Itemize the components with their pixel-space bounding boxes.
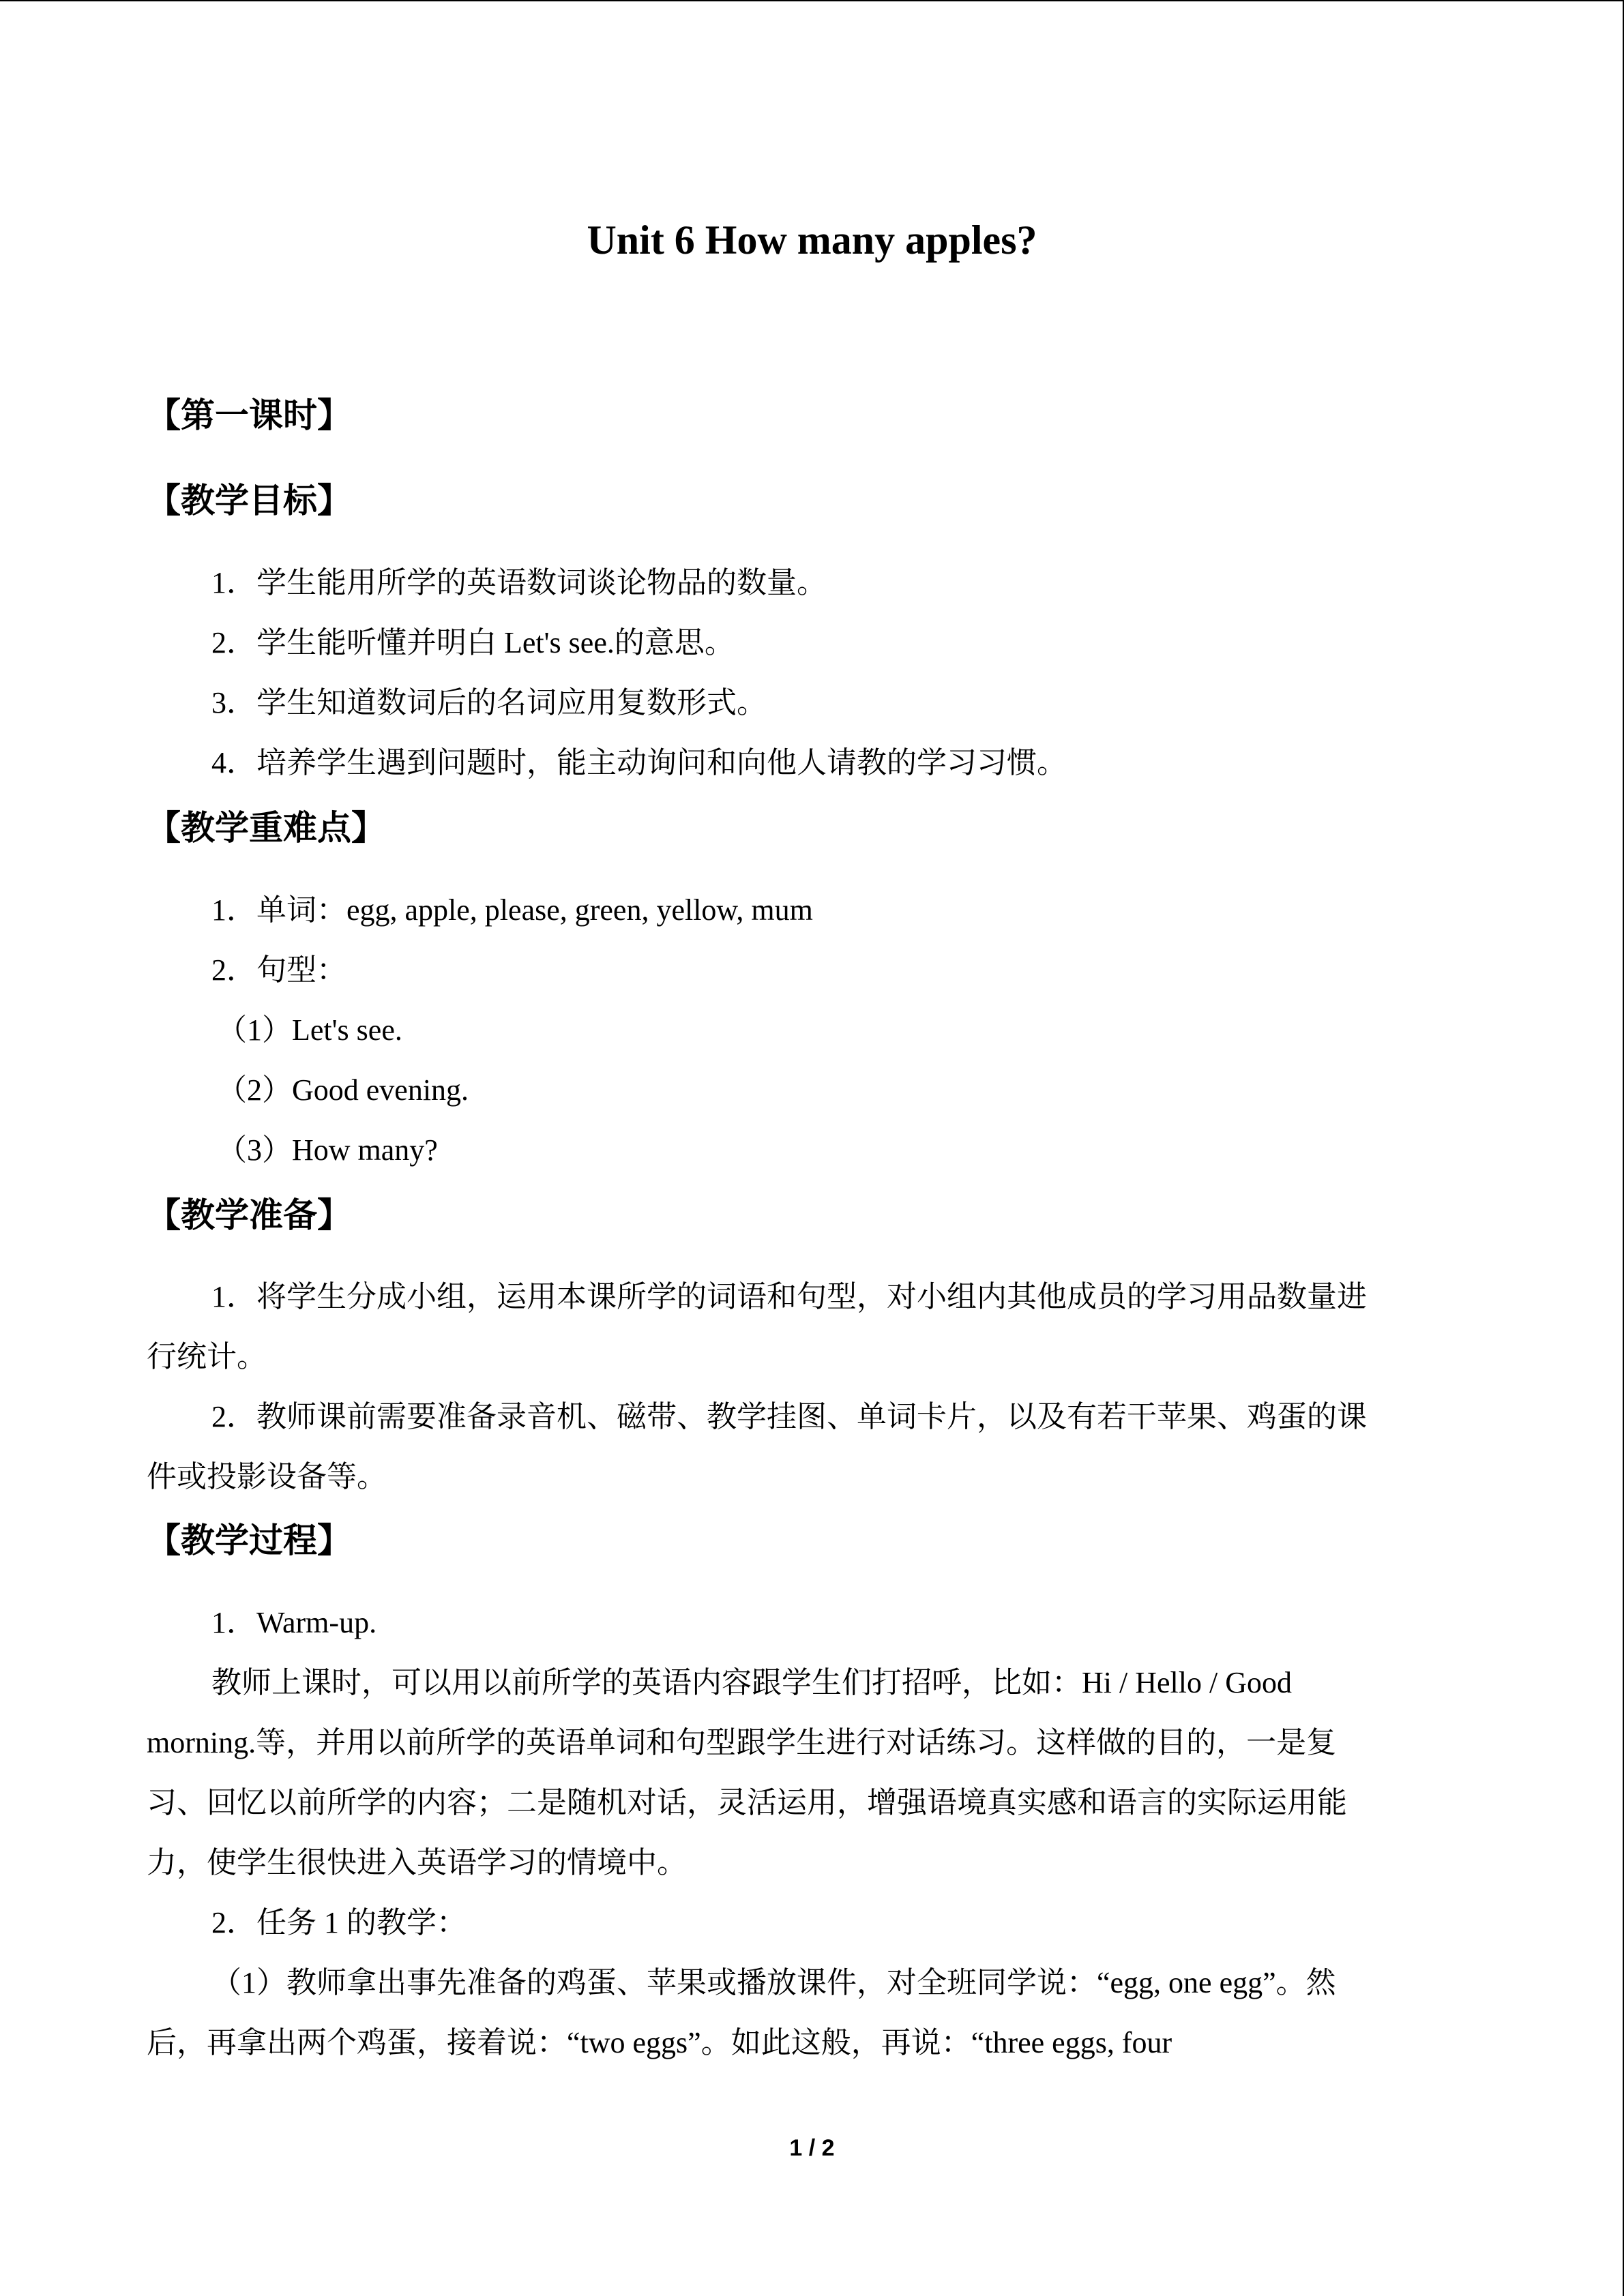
process-paragraph-1-line-2: morning.等，并用以前所学的英语单词和句型跟学生进行对话练习。这样做的目的，一是复 (147, 1726, 1337, 1759)
document-title: Unit 6 How many apples? (587, 218, 1037, 263)
objective-item: 3．学生知道数词后的名词应用复数形式。 (211, 686, 767, 719)
process-step-1: 1．Warm-up. (211, 1606, 377, 1639)
process-paragraph-1-line-4: 力，使学生很快进入英语学习的情境中。 (147, 1846, 687, 1879)
preparation-paragraph-2-line-1: 2．教师课前需要准备录音机、磁带、教学挂图、单词卡片，以及有若干苹果、鸡蛋的课 (211, 1400, 1367, 1433)
key-point-item: 1．单词：egg, apple, please, green, yellow, mum (211, 893, 813, 927)
process-heading: 【教学过程】 (147, 1521, 351, 1560)
key-point-subitem: （1）Let's see. (217, 1013, 402, 1047)
preparation-paragraph-1-line-2: 行统计。 (147, 1340, 267, 1373)
process-step-2: 2．任务 1 的教学： (211, 1906, 467, 1939)
key-point-item: 2．句型： (211, 953, 346, 987)
lesson-heading: 【第一课时】 (147, 396, 351, 435)
preparation-paragraph-2-line-2: 件或投影设备等。 (147, 1460, 387, 1493)
process-paragraph-2-line-2: 后，再拿出两个鸡蛋，接着说：“two eggs”。如此这般，再说：“three eggs, four (147, 2026, 1172, 2059)
process-paragraph-1-line-1: 教师上课时，可以用以前所学的英语内容跟学生们打招呼，比如：Hi / Hello / Good (211, 1666, 1292, 1699)
objective-item: 4．培养学生遇到问题时，能主动询问和向他人请教的学习习惯。 (211, 746, 1067, 779)
process-paragraph-1-line-3: 习、回忆以前所学的内容；二是随机对话，灵活运用，增强语境真实感和语言的实际运用能 (147, 1786, 1347, 1819)
key-points-heading: 【教学重难点】 (147, 808, 385, 848)
objective-item: 2．学生能听懂并明白 Let's see.的意思。 (211, 626, 735, 659)
objectives-heading: 【教学目标】 (147, 481, 351, 520)
page-number: 1 / 2 (789, 2135, 835, 2161)
key-point-subitem: （2）Good evening. (217, 1073, 469, 1107)
preparation-paragraph-1-line-1: 1．将学生分成小组，运用本课所学的词语和句型，对小组内其他成员的学习用品数量进 (211, 1280, 1367, 1313)
process-paragraph-2-line-1: （1）教师拿出事先准备的鸡蛋、苹果或播放课件，对全班同学说：“egg, one egg”。然 (211, 1966, 1336, 1999)
key-point-subitem: （3）How many? (217, 1133, 438, 1167)
objective-item: 1．学生能用所学的英语数词谈论物品的数量。 (211, 566, 827, 599)
preparation-heading: 【教学准备】 (147, 1195, 351, 1235)
